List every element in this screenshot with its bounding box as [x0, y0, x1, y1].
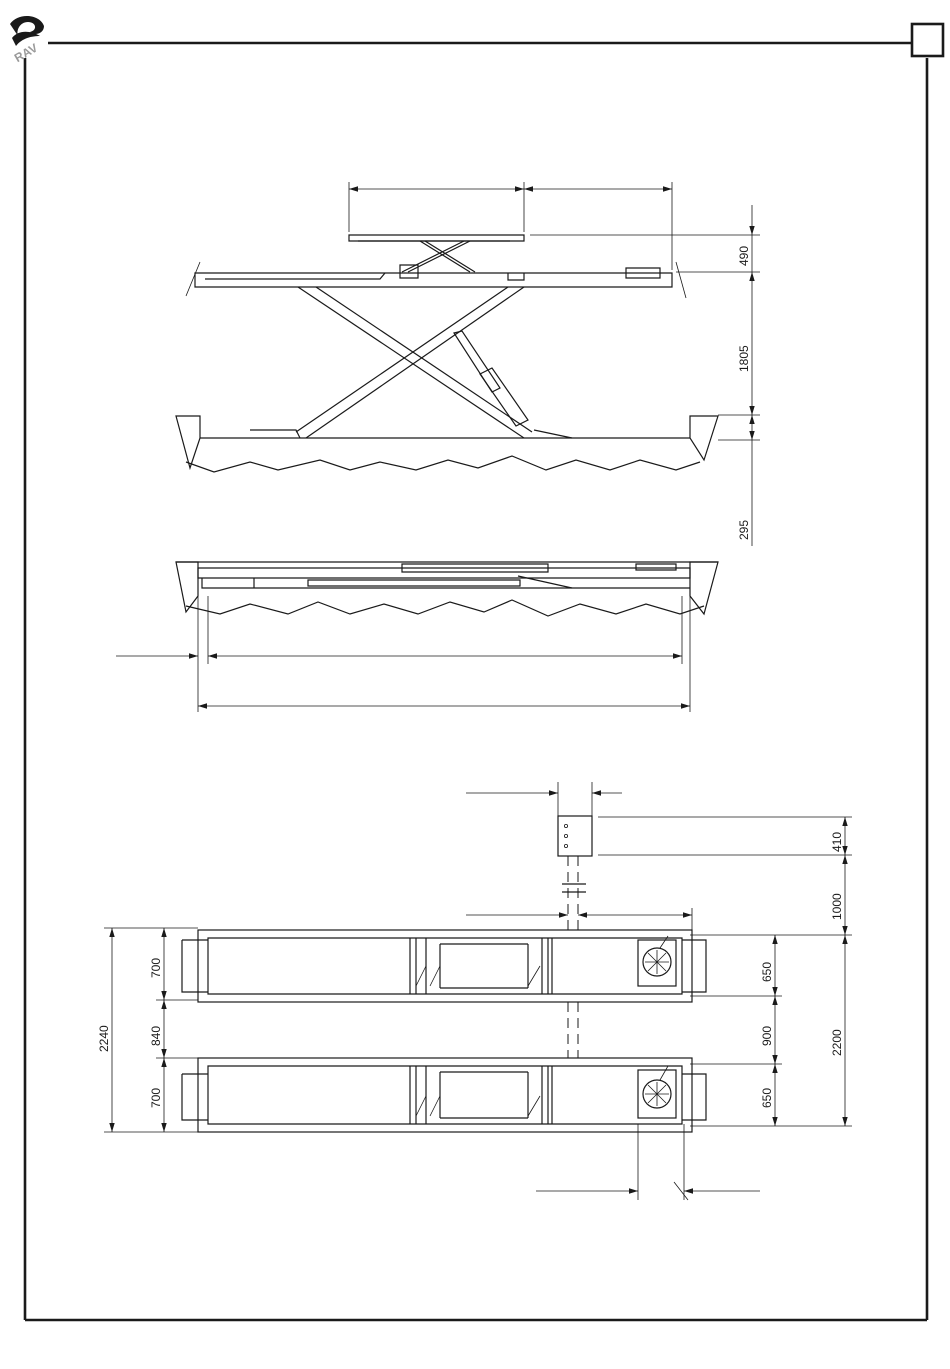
plan-view-dimensions-left: [97, 928, 198, 1132]
logo-text: RAV: [11, 40, 41, 66]
dim-410: 410: [830, 831, 844, 852]
dim-1000: 1000: [830, 893, 844, 920]
dim-2200: 2200: [830, 1029, 844, 1056]
side-view-dimensions: [349, 182, 760, 546]
dim-840: 840: [149, 1025, 163, 1046]
dim-700-bottom: 700: [149, 1087, 163, 1108]
side-view-lowered: [176, 562, 718, 712]
dim-1805: 1805: [737, 345, 751, 372]
side-view-raised: [176, 235, 718, 472]
runway-bottom: [182, 1058, 706, 1132]
dim-650-bottom: 650: [760, 1087, 774, 1108]
dim-700-top: 700: [149, 957, 163, 978]
control-box: [558, 816, 592, 856]
dim-650-top: 650: [760, 961, 774, 982]
dim-295: 295: [737, 519, 751, 540]
dim-2240: 2240: [97, 1025, 111, 1052]
lowered-view-dimensions: [116, 656, 690, 706]
dim-490: 490: [737, 245, 751, 266]
plan-view: [182, 782, 760, 1200]
dim-900: 900: [760, 1025, 774, 1046]
company-logo: [10, 16, 44, 65]
runway-top: [182, 930, 706, 1002]
page-number-box: [912, 24, 943, 56]
plan-view-dimensions-right: [598, 817, 852, 1126]
